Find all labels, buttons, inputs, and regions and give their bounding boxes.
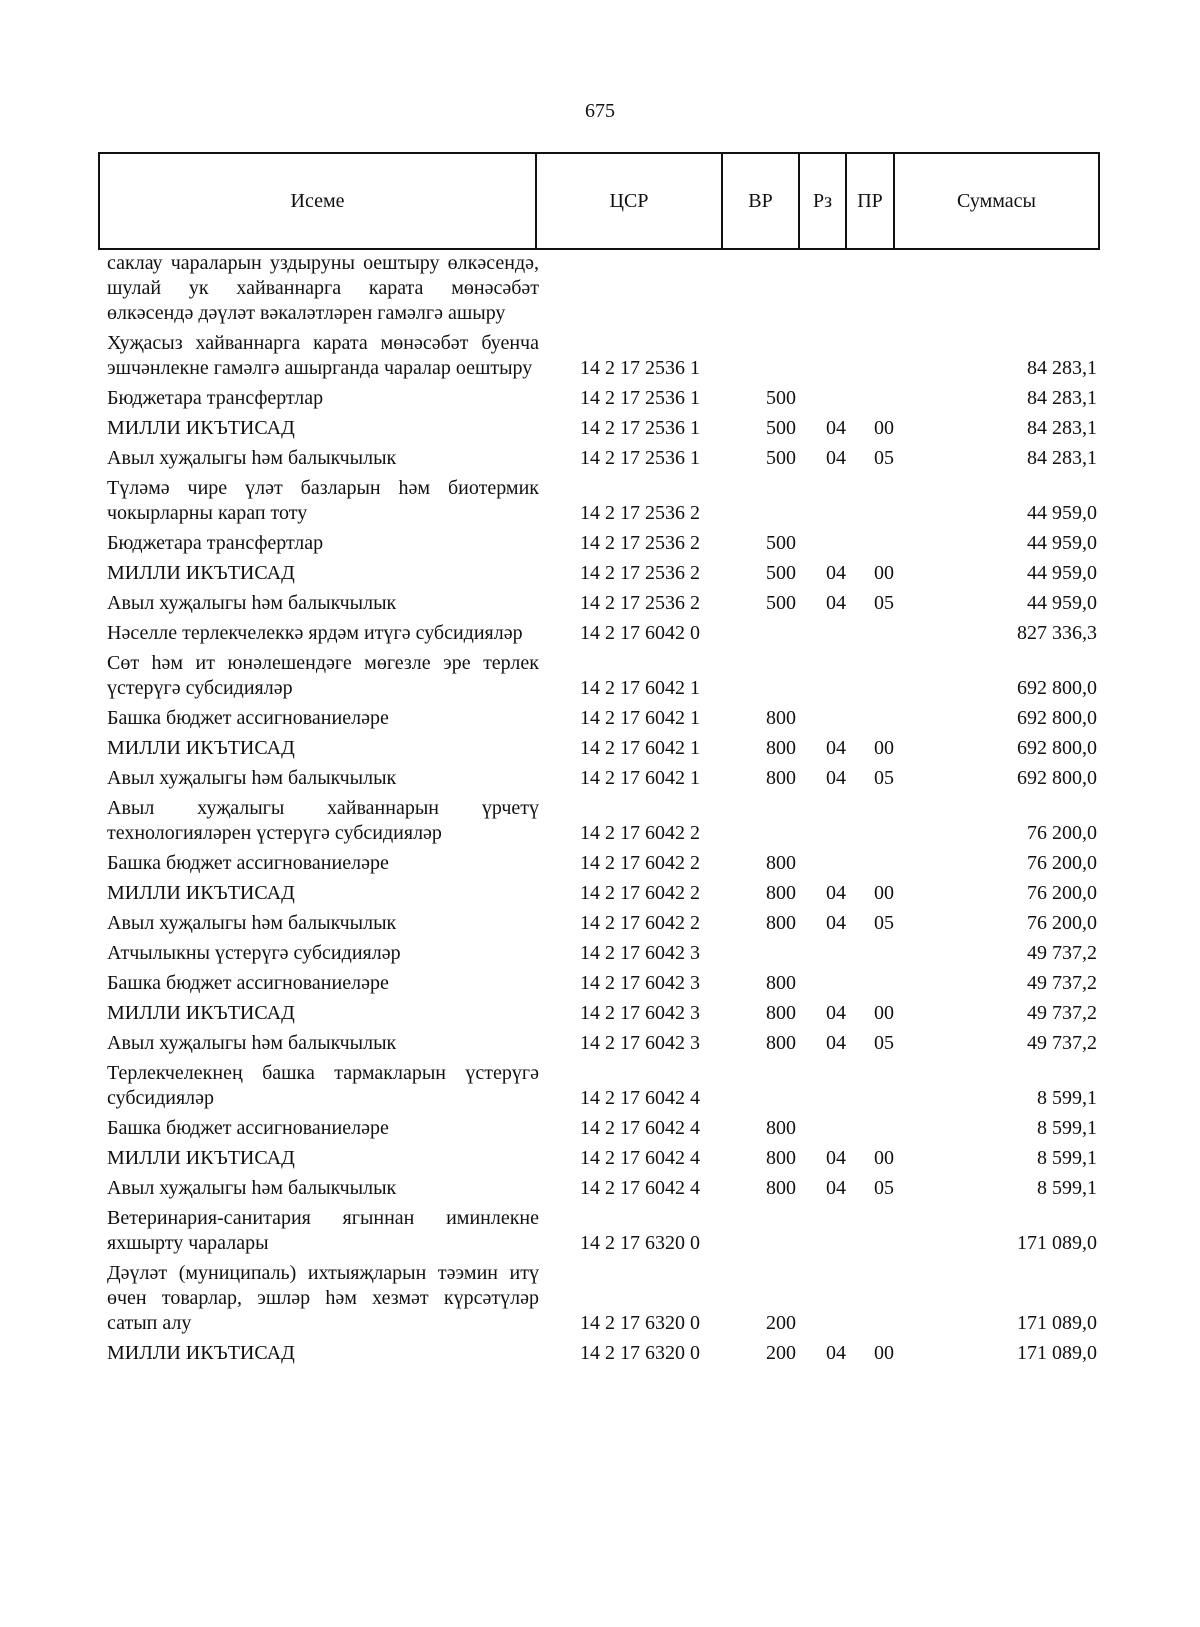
cell-sum: 44 959,0 bbox=[1027, 562, 1097, 584]
table-row bbox=[107, 646, 1097, 701]
header-pr: ПР bbox=[846, 153, 894, 249]
cell-pr: 00 bbox=[874, 1147, 894, 1169]
cell-pr: 00 bbox=[874, 1002, 894, 1024]
cell-pr: 00 bbox=[874, 1342, 894, 1364]
cell-sum: 49 737,2 bbox=[1027, 972, 1097, 994]
cell-sum: 8 599,1 bbox=[1037, 1117, 1097, 1139]
cell-csr: 14 2 17 2536 1 bbox=[580, 417, 700, 439]
table-row bbox=[107, 1056, 1097, 1111]
cell-csr: 14 2 17 6042 4 bbox=[580, 1177, 700, 1199]
table-row bbox=[107, 586, 1097, 616]
cell-sum: 76 200,0 bbox=[1027, 912, 1097, 934]
cell-sum: 171 089,0 bbox=[1017, 1312, 1097, 1334]
table-row bbox=[107, 251, 1097, 326]
cell-pr: 00 bbox=[874, 417, 894, 439]
cell-name: Башка бюджет ассигнованиеләре bbox=[107, 707, 389, 729]
cell-rz: 04 bbox=[826, 447, 846, 469]
cell-csr: 14 2 17 6042 3 bbox=[580, 972, 700, 994]
cell-sum: 692 800,0 bbox=[1017, 677, 1097, 699]
cell-name: Авыл хуҗалыгы һәм балыкчылык bbox=[107, 1032, 397, 1054]
cell-csr: 14 2 17 2536 2 bbox=[580, 502, 700, 524]
cell-name: Атчылыкны үстерүгә субсидияләр bbox=[107, 942, 401, 964]
table-row bbox=[107, 556, 1097, 586]
cell-rz: 04 bbox=[826, 882, 846, 904]
cell-name: Сөт һәм ит юнәлешендәге мөгезле эре терлек үстерүгә субсидияләр bbox=[107, 652, 539, 699]
cell-sum: 76 200,0 bbox=[1027, 852, 1097, 874]
table-row bbox=[107, 701, 1097, 731]
cell-vr: 800 bbox=[766, 1177, 796, 1199]
cell-name: Авыл хуҗалыгы һәм балыкчылык bbox=[107, 1177, 397, 1199]
cell-name: Башка бюджет ассигнованиеләре bbox=[107, 1117, 389, 1139]
table-row bbox=[107, 616, 1097, 646]
header-vr: ВР bbox=[722, 153, 799, 249]
cell-name: Хуҗасыз хайваннарга карата мөнәсәбәт буенча эшчәнлекне гамәлгә ашырганда чаралар оештыру bbox=[107, 332, 539, 379]
cell-csr: 14 2 17 6042 3 bbox=[580, 1032, 700, 1054]
cell-name: МИЛЛИ ИКЪТИСАД bbox=[107, 737, 295, 759]
cell-name: Авыл хуҗалыгы хайваннарын үрчетү технологияләрен үстерүгә субсидияләр bbox=[107, 797, 539, 844]
cell-sum: 44 959,0 bbox=[1027, 502, 1097, 524]
cell-name: саклау чараларын уздыруны оештыру өлкәсендә, шулай ук хайваннарга карата мөнәсәбәт өлкәсендә дәүләт вәкаләтләрен гамәлгә ашыру bbox=[107, 252, 539, 324]
cell-rz: 04 bbox=[826, 1177, 846, 1199]
cell-rz: 04 bbox=[826, 1342, 846, 1364]
cell-vr: 200 bbox=[766, 1342, 796, 1364]
cell-pr: 00 bbox=[874, 882, 894, 904]
cell-name: Ветеринария-санитария ягыннан иминлекне яхшырту чаралары bbox=[107, 1207, 539, 1254]
cell-name: Башка бюджет ассигнованиеләре bbox=[107, 972, 389, 994]
table-row bbox=[107, 1256, 1097, 1336]
cell-sum: 84 283,1 bbox=[1027, 417, 1097, 439]
table-row bbox=[107, 791, 1097, 846]
cell-pr: 05 bbox=[874, 592, 894, 614]
cell-sum: 76 200,0 bbox=[1027, 822, 1097, 844]
table-row bbox=[107, 996, 1097, 1026]
table-row bbox=[107, 1026, 1097, 1056]
header-sum: Суммасы bbox=[894, 153, 1099, 249]
cell-vr: 800 bbox=[766, 767, 796, 789]
table-row bbox=[107, 526, 1097, 556]
cell-name: Башка бюджет ассигнованиеләре bbox=[107, 852, 389, 874]
cell-csr: 14 2 17 6042 0 bbox=[580, 622, 700, 644]
cell-sum: 49 737,2 bbox=[1027, 942, 1097, 964]
cell-sum: 171 089,0 bbox=[1017, 1342, 1097, 1364]
cell-vr: 800 bbox=[766, 882, 796, 904]
cell-rz: 04 bbox=[826, 912, 846, 934]
cell-name: МИЛЛИ ИКЪТИСАД bbox=[107, 417, 295, 439]
cell-csr: 14 2 17 6042 1 bbox=[580, 767, 700, 789]
table-row bbox=[107, 471, 1097, 526]
cell-vr: 200 bbox=[766, 1312, 796, 1334]
cell-vr: 800 bbox=[766, 1117, 796, 1139]
cell-csr: 14 2 17 6042 1 bbox=[580, 707, 700, 729]
cell-name: Дәүләт (муниципаль) ихтыяҗларын тәэмин итү өчен товарлар, эшләр һәм хезмәт күрсәтүләр сатып алу bbox=[107, 1262, 539, 1334]
table-header bbox=[98, 152, 1100, 250]
cell-sum: 692 800,0 bbox=[1017, 737, 1097, 759]
cell-name: Нәселле терлекчелеккә ярдәм итүгә субсидияләр bbox=[107, 622, 523, 644]
cell-sum: 692 800,0 bbox=[1017, 707, 1097, 729]
cell-csr: 14 2 17 6320 0 bbox=[580, 1312, 700, 1334]
cell-rz: 04 bbox=[826, 1032, 846, 1054]
table-row bbox=[107, 411, 1097, 441]
cell-csr: 14 2 17 2536 2 bbox=[580, 592, 700, 614]
table-row bbox=[107, 731, 1097, 761]
cell-vr: 800 bbox=[766, 852, 796, 874]
table-row bbox=[107, 1111, 1097, 1141]
header-rz: Рз bbox=[799, 153, 846, 249]
table-row bbox=[107, 441, 1097, 471]
cell-csr: 14 2 17 6042 1 bbox=[580, 677, 700, 699]
cell-name: МИЛЛИ ИКЪТИСАД bbox=[107, 562, 295, 584]
cell-rz: 04 bbox=[826, 592, 846, 614]
cell-csr: 14 2 17 6320 0 bbox=[580, 1342, 700, 1364]
table-row bbox=[107, 906, 1097, 936]
cell-sum: 49 737,2 bbox=[1027, 1002, 1097, 1024]
cell-vr: 800 bbox=[766, 1002, 796, 1024]
cell-pr: 00 bbox=[874, 737, 894, 759]
cell-vr: 800 bbox=[766, 737, 796, 759]
table-row bbox=[107, 326, 1097, 381]
table-row bbox=[107, 1141, 1097, 1171]
cell-sum: 76 200,0 bbox=[1027, 882, 1097, 904]
table-row bbox=[107, 846, 1097, 876]
cell-rz: 04 bbox=[826, 1147, 846, 1169]
cell-rz: 04 bbox=[826, 417, 846, 439]
cell-sum: 44 959,0 bbox=[1027, 532, 1097, 554]
cell-csr: 14 2 17 2536 1 bbox=[580, 447, 700, 469]
cell-pr: 05 bbox=[874, 1032, 894, 1054]
cell-name: Терлекчелекнең башка тармакларын үстерүгә субсидияләр bbox=[107, 1062, 539, 1109]
cell-name: Авыл хуҗалыгы һәм балыкчылык bbox=[107, 447, 397, 469]
cell-vr: 800 bbox=[766, 912, 796, 934]
table-row bbox=[107, 876, 1097, 906]
cell-sum: 44 959,0 bbox=[1027, 592, 1097, 614]
cell-pr: 00 bbox=[874, 562, 894, 584]
cell-sum: 827 336,3 bbox=[1017, 622, 1097, 644]
header-csr: ЦСР bbox=[536, 153, 722, 249]
table-row bbox=[107, 1201, 1097, 1256]
cell-sum: 84 283,1 bbox=[1027, 387, 1097, 409]
cell-csr: 14 2 17 2536 1 bbox=[580, 387, 700, 409]
cell-rz: 04 bbox=[826, 1002, 846, 1024]
cell-csr: 14 2 17 6042 4 bbox=[580, 1087, 700, 1109]
table-row bbox=[107, 1336, 1097, 1366]
cell-csr: 14 2 17 6042 3 bbox=[580, 942, 700, 964]
cell-vr: 800 bbox=[766, 1032, 796, 1054]
cell-vr: 800 bbox=[766, 707, 796, 729]
cell-rz: 04 bbox=[826, 767, 846, 789]
cell-name: МИЛЛИ ИКЪТИСАД bbox=[107, 882, 295, 904]
cell-name: МИЛЛИ ИКЪТИСАД bbox=[107, 1002, 295, 1024]
cell-sum: 49 737,2 bbox=[1027, 1032, 1097, 1054]
cell-name: Авыл хуҗалыгы һәм балыкчылык bbox=[107, 912, 397, 934]
cell-name: Түләмә чире үләт базларын һәм биотермик чокырларны карап тоту bbox=[107, 477, 539, 524]
header-name: Исеме bbox=[99, 153, 536, 249]
cell-csr: 14 2 17 2536 1 bbox=[580, 357, 700, 379]
table-row bbox=[107, 761, 1097, 791]
table-row bbox=[107, 936, 1097, 966]
cell-sum: 8 599,1 bbox=[1037, 1087, 1097, 1109]
cell-csr: 14 2 17 6042 2 bbox=[580, 822, 700, 844]
cell-csr: 14 2 17 6042 2 bbox=[580, 852, 700, 874]
cell-csr: 14 2 17 6042 2 bbox=[580, 912, 700, 934]
cell-vr: 500 bbox=[766, 447, 796, 469]
cell-vr: 800 bbox=[766, 1147, 796, 1169]
cell-rz: 04 bbox=[826, 737, 846, 759]
cell-name: Авыл хуҗалыгы һәм балыкчылык bbox=[107, 767, 397, 789]
page-number: 675 bbox=[585, 100, 615, 122]
cell-csr: 14 2 17 2536 2 bbox=[580, 532, 700, 554]
cell-sum: 8 599,1 bbox=[1037, 1177, 1097, 1199]
cell-name: МИЛЛИ ИКЪТИСАД bbox=[107, 1342, 295, 1364]
cell-rz: 04 bbox=[826, 562, 846, 584]
cell-csr: 14 2 17 2536 2 bbox=[580, 562, 700, 584]
cell-csr: 14 2 17 6042 4 bbox=[580, 1147, 700, 1169]
cell-sum: 171 089,0 bbox=[1017, 1232, 1097, 1254]
cell-vr: 800 bbox=[766, 972, 796, 994]
cell-name: Авыл хуҗалыгы һәм балыкчылык bbox=[107, 592, 397, 614]
cell-vr: 500 bbox=[766, 387, 796, 409]
cell-name: Бюджетара трансфертлар bbox=[107, 532, 324, 554]
table-row bbox=[107, 966, 1097, 996]
cell-name: Бюджетара трансфертлар bbox=[107, 387, 324, 409]
cell-pr: 05 bbox=[874, 767, 894, 789]
cell-sum: 8 599,1 bbox=[1037, 1147, 1097, 1169]
cell-vr: 500 bbox=[766, 592, 796, 614]
cell-pr: 05 bbox=[874, 1177, 894, 1199]
cell-vr: 500 bbox=[766, 532, 796, 554]
cell-csr: 14 2 17 6042 1 bbox=[580, 737, 700, 759]
table-row bbox=[107, 381, 1097, 411]
cell-csr: 14 2 17 6042 2 bbox=[580, 882, 700, 904]
cell-csr: 14 2 17 6042 4 bbox=[580, 1117, 700, 1139]
cell-vr: 500 bbox=[766, 562, 796, 584]
cell-csr: 14 2 17 6042 3 bbox=[580, 1002, 700, 1024]
table-row bbox=[107, 1171, 1097, 1201]
cell-pr: 05 bbox=[874, 447, 894, 469]
cell-pr: 05 bbox=[874, 912, 894, 934]
cell-sum: 692 800,0 bbox=[1017, 767, 1097, 789]
cell-name: МИЛЛИ ИКЪТИСАД bbox=[107, 1147, 295, 1169]
cell-vr: 500 bbox=[766, 417, 796, 439]
table-body bbox=[107, 251, 1097, 1366]
cell-sum: 84 283,1 bbox=[1027, 357, 1097, 379]
cell-csr: 14 2 17 6320 0 bbox=[580, 1232, 700, 1254]
cell-sum: 84 283,1 bbox=[1027, 447, 1097, 469]
